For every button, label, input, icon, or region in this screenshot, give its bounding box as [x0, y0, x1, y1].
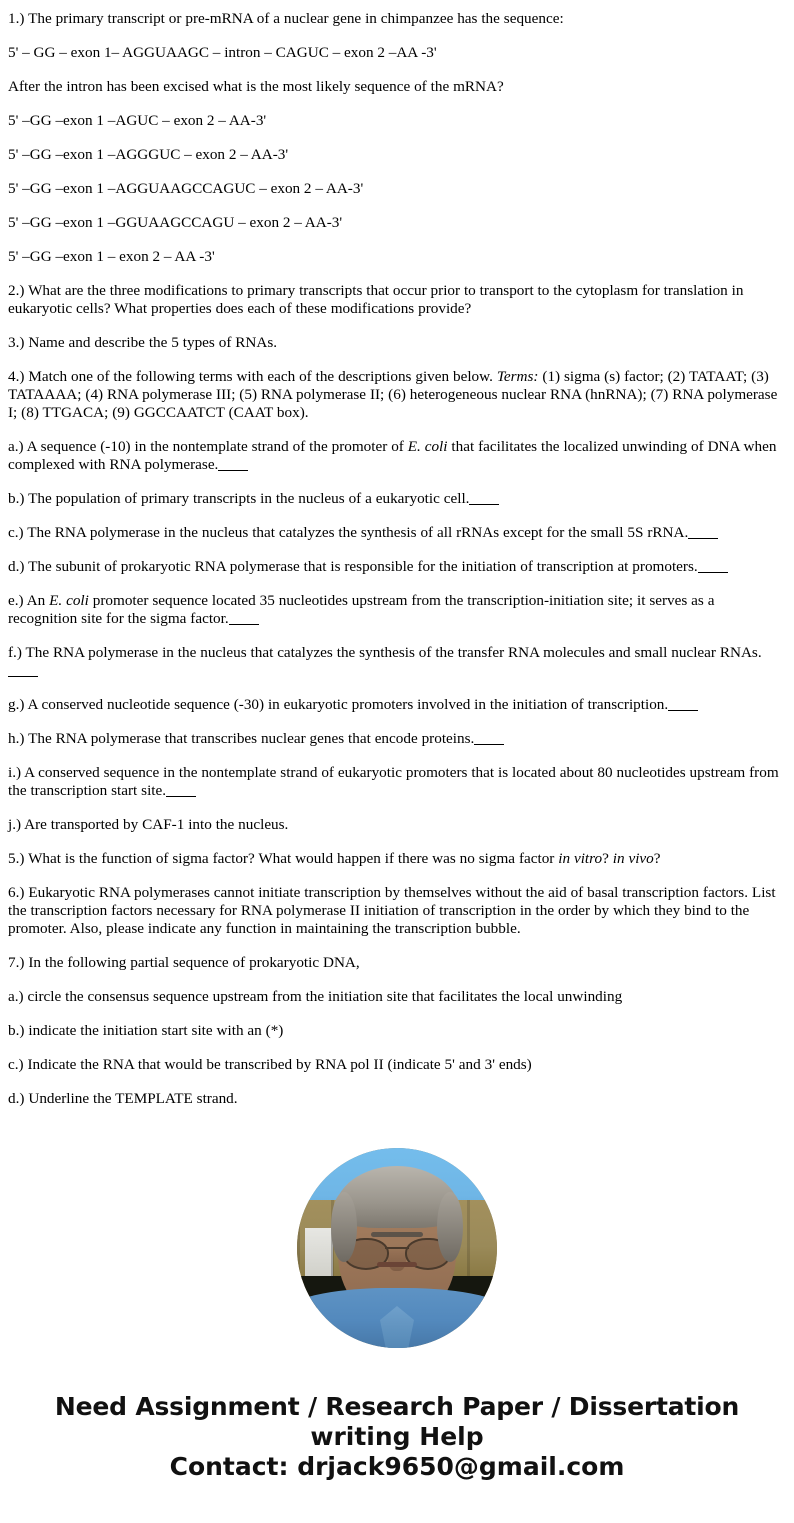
q4-item-e-pre: e.) An [8, 592, 50, 609]
q4-item-a-post: that facilitates the localized unwinding of DNA when complexed with RNA polymerase. [8, 438, 777, 473]
q1-option-d: 5' –GG –exon 1 –GGUAAGCCAGU – exon 2 – AA-3' [8, 214, 343, 231]
answer-blank[interactable] [688, 538, 718, 539]
answer-blank[interactable] [668, 710, 698, 711]
avatar-container [8, 1148, 786, 1348]
question-6-text: 6.) Eukaryotic RNA polymerases cannot initiate transcription by themselves without the aid of basal transcription factors. List the transcription factors necessary for RNA polymerase II initiation of transcription in the order by which they bind to the promoter. Also, please indicate any function in maintaining the transcription bubble. [8, 884, 776, 937]
q4-item-h [8, 730, 786, 748]
avatar-eyebrow-right [389, 1232, 423, 1237]
q4-item-g [8, 696, 786, 714]
avatar-background-panel [305, 1228, 333, 1280]
footer-contact: Contact: drjack9650@gmail.com [169, 1452, 625, 1481]
q5-italic-in-vivo: in vivo [612, 850, 654, 867]
question-5-text [8, 850, 786, 868]
q4-item-a-italic: E. coli [407, 438, 448, 455]
q4-item-d-pre: d.) The subunit of prokaryotic RNA polymerase that is responsible for the initiation of transcription at promoters. [8, 558, 698, 575]
q4-item-b-pre: b.) The population of primary transcripts in the nucleus of a eukaryotic cell. [8, 490, 470, 507]
q4-item-f-pre: f.) The RNA polymerase in the nucleus that catalyzes the synthesis of the transfer RNA molecules and small nuclear RNAs. [8, 644, 762, 661]
avatar-collar [380, 1306, 414, 1348]
question-3-text: 3.) Name and describe the 5 types of RNAs. [8, 334, 278, 351]
answer-blank[interactable] [469, 504, 499, 505]
q1-option-b: 5' –GG –exon 1 –AGGGUC – exon 2 – AA-3' [8, 146, 289, 163]
footer [8, 1392, 786, 1498]
q4-item-i-pre: i.) A conserved sequence in the nontemplate strand of eukaryotic promoters that is located about 80 nucleotides upstream from the transcription start site. [8, 764, 779, 799]
q4-item-j [8, 816, 786, 834]
q7-item-c: c.) Indicate the RNA that would be transcribed by RNA pol II (indicate 5' and 3' ends) [8, 1056, 532, 1073]
question-1-prompt: After the intron has been excised what is the most likely sequence of the mRNA? [8, 78, 504, 95]
q4-item-e-post: promoter sequence located 35 nucleotides upstream from the transcription-initiation site; it serves as a recognition site for the sigma factor. [8, 592, 715, 627]
q1-option-c: 5' –GG –exon 1 –AGGUAAGCCAGUC – exon 2 – AA-3' [8, 180, 364, 197]
q5-post: ? [653, 850, 661, 867]
q4-item-i [8, 764, 786, 800]
q4-intro: 4.) Match one of the following terms with each of the descriptions given below. [8, 368, 493, 385]
q5-italic-in-vitro: in vitro [558, 850, 603, 867]
question-1-sequence: 5' – GG – exon 1– AGGUAAGC – intron – CAGUC – exon 2 –AA -3' [8, 44, 437, 61]
q4-item-d [8, 558, 786, 576]
q5-mid: ? [602, 850, 613, 867]
avatar [297, 1148, 497, 1348]
q4-item-e-italic: E. coli [49, 592, 89, 609]
question-2-text: 2.) What are the three modifications to primary transcripts that occur prior to transport to the cytoplasm for translation in eukaryotic cells? What properties does each of these modifications provide? [8, 282, 744, 317]
q1-option-e: 5' –GG –exon 1 – exon 2 – AA -3' [8, 248, 215, 265]
footer-headline-second-line: writing Help [310, 1422, 484, 1451]
q4-item-a-pre: a.) A sequence (-10) in the nontemplate strand of the promoter of [8, 438, 408, 455]
footer-headline: Need Assignment / Research Paper / Dissertation [54, 1392, 740, 1421]
question-7-intro: 7.) In the following partial sequence of prokaryotic DNA, [8, 954, 360, 971]
q4-terms-text: (1) sigma (s) factor; (2) TATAAT; (3) TATAAAA; (4) RNA polymerase III; (5) RNA polymerase II; (6) heterogeneous nuclear RNA (hnRNA); (7) RNA polymerase I; (8) TTGACA; (9) GGCCAATCT (CAAT box). [8, 368, 778, 421]
question-4-text [8, 368, 786, 422]
answer-blank[interactable] [474, 744, 504, 745]
answer-blank[interactable] [166, 796, 196, 797]
answer-blank[interactable] [698, 572, 728, 573]
avatar-mouth [377, 1262, 417, 1267]
q4-item-h-pre: h.) The RNA polymerase that transcribes nuclear genes that encode proteins. [8, 730, 475, 747]
q7-item-b: b.) indicate the initiation start site with an (*) [8, 1022, 284, 1039]
avatar-hair-side-left [331, 1192, 357, 1262]
q4-terms-label: Terms: [496, 368, 539, 385]
q1-option-a: 5' –GG –exon 1 –AGUC – exon 2 – AA-3' [8, 112, 267, 129]
answer-blank[interactable] [218, 470, 248, 471]
q7-item-d: d.) Underline the TEMPLATE strand. [8, 1090, 238, 1107]
q4-item-f [8, 644, 786, 680]
q4-item-g-pre: g.) A conserved nucleotide sequence (-30) in eukaryotic promoters involved in the initiation of transcription. [8, 696, 669, 713]
question-1-text: 1.) The primary transcript or pre-mRNA of a nuclear gene in chimpanzee has the sequence: [8, 10, 564, 27]
q4-item-j-pre: j.) Are transported by CAF-1 into the nucleus. [8, 816, 289, 833]
answer-blank[interactable] [8, 676, 38, 677]
q4-item-a [8, 438, 786, 474]
avatar-shirt [297, 1288, 497, 1348]
q4-item-c-pre: c.) The RNA polymerase in the nucleus that catalyzes the synthesis of all rRNAs except for the small 5S rRNA. [8, 524, 689, 541]
q4-item-b [8, 490, 786, 508]
avatar-hair-side-right [437, 1192, 463, 1262]
answer-blank[interactable] [229, 624, 259, 625]
q7-item-a: a.) circle the consensus sequence upstream from the initiation site that facilitates the local unwinding [8, 988, 623, 1005]
q5-pre: 5.) What is the function of sigma factor? What would happen if there was no sigma factor [8, 850, 559, 867]
q4-item-c [8, 524, 786, 542]
q4-item-e [8, 592, 786, 628]
